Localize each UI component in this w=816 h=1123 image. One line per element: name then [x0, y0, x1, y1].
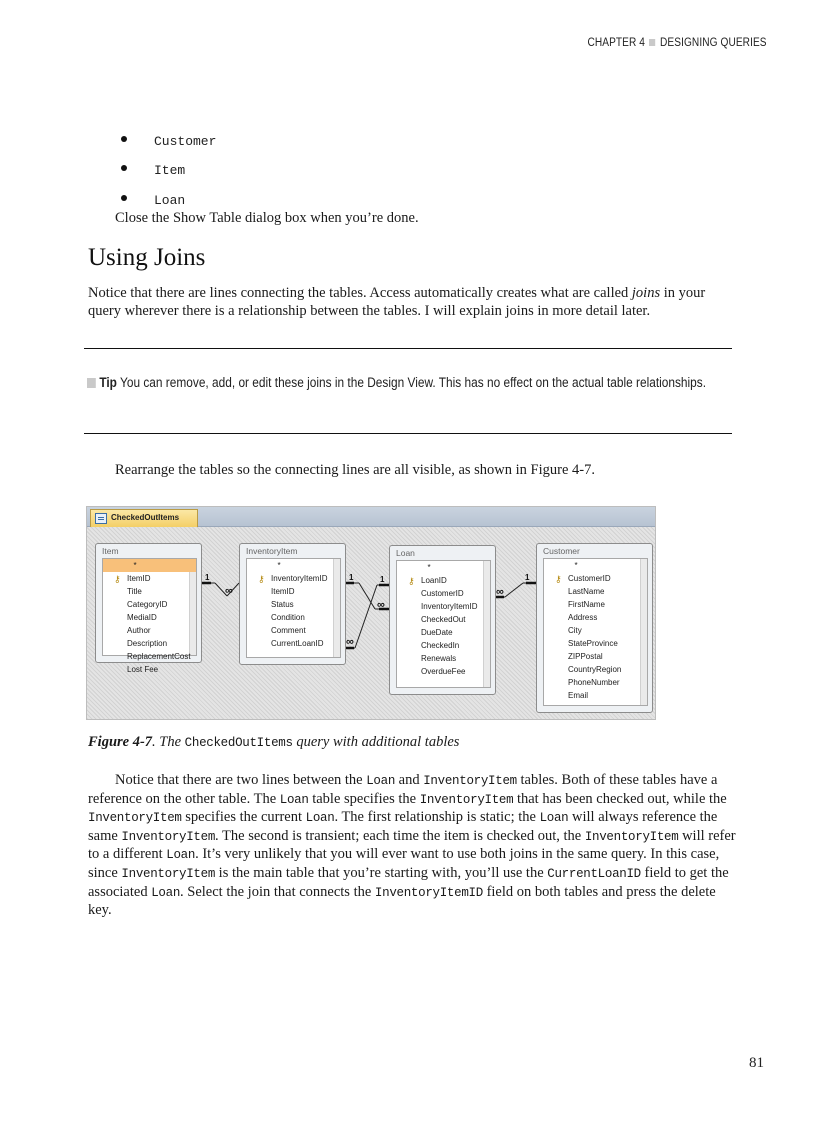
field-row[interactable]: * [574, 561, 578, 570]
body-segment: and [395, 772, 424, 788]
primary-key-icon: ⚷ [408, 576, 415, 586]
field-row[interactable]: CategoryID [127, 600, 168, 609]
join-one-label: 1 [349, 573, 354, 582]
field-row[interactable]: CountryRegion [568, 665, 622, 674]
field-row[interactable]: PhoneNumber [568, 678, 620, 687]
close-dialog-text: Close the Show Table dialog box when you’re done. [115, 210, 419, 226]
bullet-icon [121, 136, 127, 142]
field-row[interactable]: MediaID [127, 613, 157, 622]
field-row[interactable]: ⚷ LoanID [408, 576, 447, 586]
primary-key-icon: ⚷ [555, 574, 562, 584]
field-row[interactable]: Renewals [421, 654, 457, 663]
field-row[interactable]: ItemID [271, 587, 295, 596]
body-segment: that has been checked out, while the [513, 790, 727, 807]
body-segment: table specifies the [308, 790, 420, 807]
field-row[interactable]: InventoryItemID [421, 602, 478, 611]
field-row[interactable]: ⚷ ItemID [114, 574, 151, 584]
inline-code: InventoryItem [88, 811, 182, 826]
list-item-text: Item [154, 163, 186, 178]
field-list [396, 560, 491, 688]
inventory-item-table[interactable] [239, 543, 346, 665]
field-row[interactable]: LastName [568, 587, 605, 596]
primary-key-icon: ⚷ [258, 574, 265, 584]
field-row[interactable]: Condition [271, 613, 305, 622]
field-row[interactable]: CustomerID [421, 589, 464, 598]
table-title: Item [102, 546, 119, 556]
field-list [102, 558, 197, 674]
body-segment: . It’s very unlikely that you will ever want to use both joins in the same query. In this case, since [88, 846, 720, 881]
intro-paragraph [88, 285, 738, 320]
field-row[interactable]: Comment [271, 626, 306, 635]
caption-text: . The [152, 734, 185, 750]
list-item-text: Loan [154, 193, 186, 208]
field-row[interactable]: City [568, 626, 582, 635]
join-one-label: 1 [380, 575, 385, 584]
field-row[interactable]: CurrentLoanID [271, 639, 324, 648]
bullet-icon [121, 165, 127, 171]
join-many-label: ∞ [346, 636, 354, 648]
table-title: Customer [543, 546, 580, 556]
inline-code: InventoryItemID [374, 885, 483, 900]
inline-code: InventoryItem [121, 829, 216, 844]
field-row[interactable]: * [277, 561, 281, 570]
field-row[interactable]: Author [127, 626, 151, 635]
field-row[interactable]: Lost Fee [127, 665, 159, 674]
inline-code: Loan [151, 885, 181, 900]
field-row[interactable]: Title [127, 587, 142, 596]
body-segment: . Select the join that connects the [180, 883, 375, 900]
tip-label: Tip [99, 375, 117, 390]
table-title: InventoryItem [246, 546, 298, 556]
join-one-label: 1 [525, 573, 530, 582]
body-segment: specifies the current [181, 809, 306, 826]
body-segment: will refer to a different [88, 827, 736, 863]
inline-code: CurrentLoanID [547, 866, 641, 881]
body-segment: will always reference the same [88, 809, 718, 844]
field-row[interactable]: Status [271, 600, 294, 609]
field-row[interactable]: ReplacementCost [127, 652, 191, 661]
list-item [121, 134, 216, 152]
field-row[interactable]: DueDate [421, 628, 453, 637]
body-paragraph [88, 772, 740, 920]
inline-code: InventoryItem [121, 866, 216, 881]
primary-key-icon: ⚷ [114, 574, 121, 584]
body-segment: is the main table that you’re starting with, you’ll use the [215, 864, 548, 881]
field-row[interactable]: ⚷ CustomerID [555, 574, 611, 584]
list-item [121, 193, 185, 211]
query-design-screenshot [86, 506, 656, 720]
intro-text-end: in your query wherever there is a relationship between the tables. I will explain joins in more detail later. [88, 285, 706, 319]
tip-box [84, 348, 732, 434]
body-segment: Notice that there are two lines between the [115, 772, 367, 788]
page-number: 81 [749, 1055, 764, 1071]
join-many-label: ∞ [225, 585, 233, 597]
header-separator-icon [650, 39, 656, 46]
field-row[interactable]: Description [127, 639, 168, 648]
field-row[interactable]: * [427, 563, 431, 572]
body-segment: . The second is transient; each time the item is checked out, the [215, 827, 585, 844]
field-row[interactable]: ⚷ InventoryItemID [258, 574, 328, 584]
body-segment: field on both tables and press the delete key. [88, 883, 716, 919]
body-segment: tables. Both of these tables have a reference on the other table. The [88, 772, 718, 807]
field-row[interactable]: Address [568, 613, 598, 622]
inline-code: InventoryItem [419, 792, 514, 807]
section-label: DESIGNING QUERIES [660, 37, 767, 49]
section-heading: Using Joins [88, 244, 206, 271]
query-tab-label: CheckedOutItems [111, 513, 180, 522]
customer-table[interactable] [536, 543, 653, 713]
tip-text [87, 371, 725, 395]
table-title: Loan [396, 548, 415, 558]
field-row[interactable]: * [103, 559, 196, 572]
field-list [543, 558, 648, 706]
body-segment: . The first relationship is static; the [334, 809, 540, 826]
item-table[interactable] [95, 543, 202, 674]
running-header [588, 37, 767, 49]
figure-caption [88, 734, 459, 751]
intro-emphasis: joins [631, 285, 661, 301]
tip-body: You can remove, add, or edit these joins in the Design View. This has no effect on the actual table relationships. [116, 375, 707, 390]
bullet-icon [121, 195, 127, 201]
inline-code: Loan [166, 848, 196, 863]
caption-label: Figure 4-7 [88, 734, 153, 750]
tip-square-icon [87, 378, 96, 388]
inline-code: Loan [366, 774, 396, 788]
inline-code: Loan [305, 811, 335, 826]
chapter-label: CHAPTER 4 [587, 37, 646, 49]
join-line-segment [505, 583, 523, 597]
loan-table[interactable] [389, 545, 496, 695]
intro-text: Notice that there are lines connecting the tables. Access automatically creates what are called [88, 285, 632, 301]
field-row[interactable]: StateProvince [568, 639, 618, 648]
field-row[interactable]: CheckedOut [421, 615, 466, 624]
field-row[interactable]: Email [568, 691, 589, 700]
inline-code: InventoryItem [423, 774, 517, 788]
field-row[interactable]: CheckedIn [421, 641, 460, 650]
field-row[interactable]: OverdueFee [421, 667, 466, 676]
field-row[interactable]: ZIPPostal [568, 652, 603, 661]
inline-code: Loan [539, 811, 569, 826]
caption-text-end: query with additional tables [292, 734, 460, 750]
rearrange-text: Rearrange the tables so the connecting lines are all visible, as shown in Figure 4-7. [115, 462, 595, 478]
join-line-segment [359, 583, 375, 609]
inline-code: InventoryItem [584, 829, 679, 844]
field-list [246, 558, 341, 658]
field-row[interactable]: FirstName [568, 600, 605, 609]
list-item-text: Customer [154, 134, 217, 149]
join-many-label: ∞ [377, 599, 385, 611]
inline-code: Loan [279, 792, 309, 807]
caption-code: CheckedOutItems [184, 736, 293, 750]
join-one-label: 1 [205, 573, 210, 582]
join-many-label: ∞ [496, 586, 504, 598]
body-text [88, 772, 740, 920]
list-item [121, 163, 185, 181]
body-segment: field to get the associated [88, 864, 729, 900]
